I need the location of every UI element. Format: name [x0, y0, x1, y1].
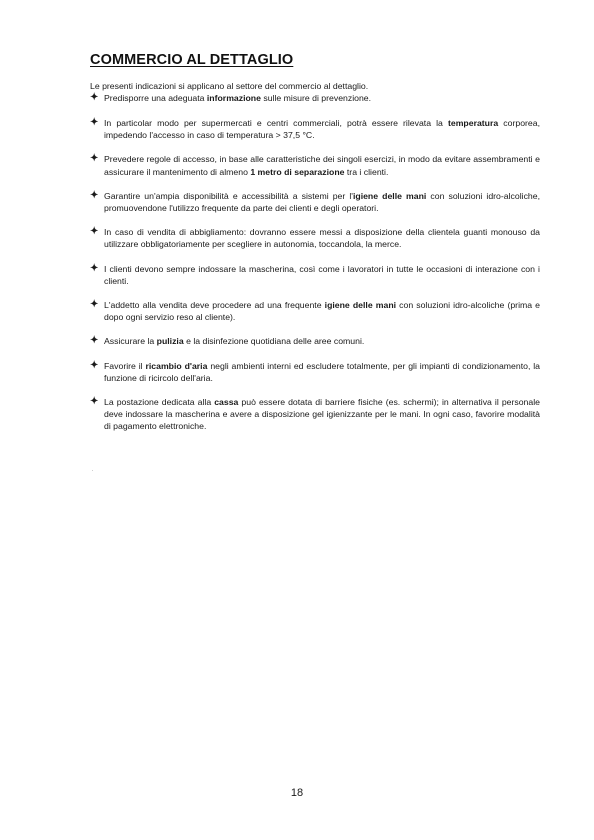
list-item	[90, 190, 540, 214]
text-part: con soluzioni idro-alcoliche, promuovendone l'utilizzo frequente da parte dei clienti e degli operatori.	[104, 190, 540, 213]
text-part: può essere dotata di barriere fisiche (es. schermi); in alternativa il personale deve indossare la mascherina e avere a disposizione gel igienizzante per le mani. In ogni caso, favorire modalità di pagamento elettroniche.	[104, 396, 540, 432]
list-item	[90, 299, 540, 323]
list-item-text	[104, 360, 540, 384]
emphasis-text: informazione	[206, 93, 261, 104]
text-part: Assicurare la	[104, 336, 157, 347]
text-part: corporea, impedendo l'accesso in caso di temperatura > 37,5 °C.	[104, 117, 540, 141]
scan-speck	[92, 470, 93, 471]
list-item	[90, 360, 540, 384]
bullet-icon: ✦	[90, 189, 99, 201]
list-item-text	[104, 190, 540, 214]
list-item	[90, 263, 540, 287]
list-item-text	[104, 226, 540, 250]
list-item	[90, 153, 540, 177]
text-part: Favorire il	[104, 360, 146, 371]
text-part: Predisporre una adeguata	[104, 93, 207, 104]
list-item	[90, 92, 540, 104]
text-part: In particolar modo per supermercati e centri commerciali, potrà essere rilevata la	[104, 117, 448, 128]
bullet-icon: ✦	[90, 116, 99, 128]
list-item-text	[104, 92, 540, 104]
bullet-icon: ✦	[90, 335, 99, 347]
bullet-icon: ✦	[90, 298, 99, 310]
list-item-text	[104, 335, 540, 347]
text-part: In caso di vendita di abbigliamento: dovranno essere messi a disposizione della clientela guanti monouso da utilizzare obbligatoriamente per scegliere in autonomia, toccandola, la merce.	[104, 227, 540, 250]
bullet-icon: ✦	[90, 92, 99, 104]
list-item-text	[104, 299, 540, 323]
text-part: e la disinfezione quotidiana delle aree comuni.	[183, 336, 365, 347]
text-part: con soluzioni idro-alcoliche (prima e dopo ogni servizio reso al cliente).	[104, 299, 540, 323]
emphasis-text: igiene delle mani	[352, 190, 427, 201]
text-part: Garantire un'ampia disponibilità e accessibilità a sistemi per l'	[104, 190, 353, 201]
list-item-text	[104, 153, 540, 177]
emphasis-text: 1 metro di separazione	[250, 166, 345, 177]
list-item	[90, 226, 540, 250]
bullet-icon: ✦	[90, 226, 99, 238]
list-item-text	[104, 263, 540, 287]
emphasis-text: igiene delle mani	[324, 299, 397, 310]
list-item-text	[104, 117, 540, 141]
text-part: La postazione dedicata alla	[104, 396, 215, 407]
emphasis-text: pulizia	[156, 336, 184, 347]
section-body	[90, 80, 540, 445]
emphasis-text: cassa	[214, 396, 239, 407]
list-item	[90, 335, 540, 347]
text-part: negli ambienti interni ed escludere totalmente, per gli impianti di condizionamento, la funzione di ricircolo dell'aria.	[104, 360, 541, 383]
list-item	[90, 117, 540, 141]
text-part: Prevedere regole di accesso, in base alle caratteristiche dei singoli esercizi, in modo da evitare assembramenti e assicurare il mantenimento di almeno	[104, 154, 540, 177]
emphasis-text: temperatura	[447, 117, 499, 128]
text-part: I clienti devono sempre indossare la mascherina, così come i lavoratori in tutte le occasioni di interazione con i clienti.	[104, 263, 540, 286]
bullet-icon: ✦	[90, 262, 99, 274]
list-item	[90, 396, 540, 433]
page-number: 18	[290, 787, 304, 799]
text-part: tra i clienti.	[344, 166, 389, 177]
intro-paragraph: Le presenti indicazioni si applicano al settore del commercio al dettaglio.	[90, 81, 369, 91]
bullet-icon: ✦	[90, 395, 99, 407]
bullet-icon: ✦	[90, 359, 99, 371]
emphasis-text: ricambio d'aria	[145, 360, 208, 371]
text-part: L'addetto alla vendita deve procedere ad una frequente	[104, 299, 325, 310]
bullet-icon: ✦	[90, 153, 99, 165]
list-item-text	[104, 396, 540, 433]
section-heading: COMMERCIO AL DETTAGLIO	[90, 52, 294, 68]
text-part: sulle misure di prevenzione.	[260, 93, 372, 104]
